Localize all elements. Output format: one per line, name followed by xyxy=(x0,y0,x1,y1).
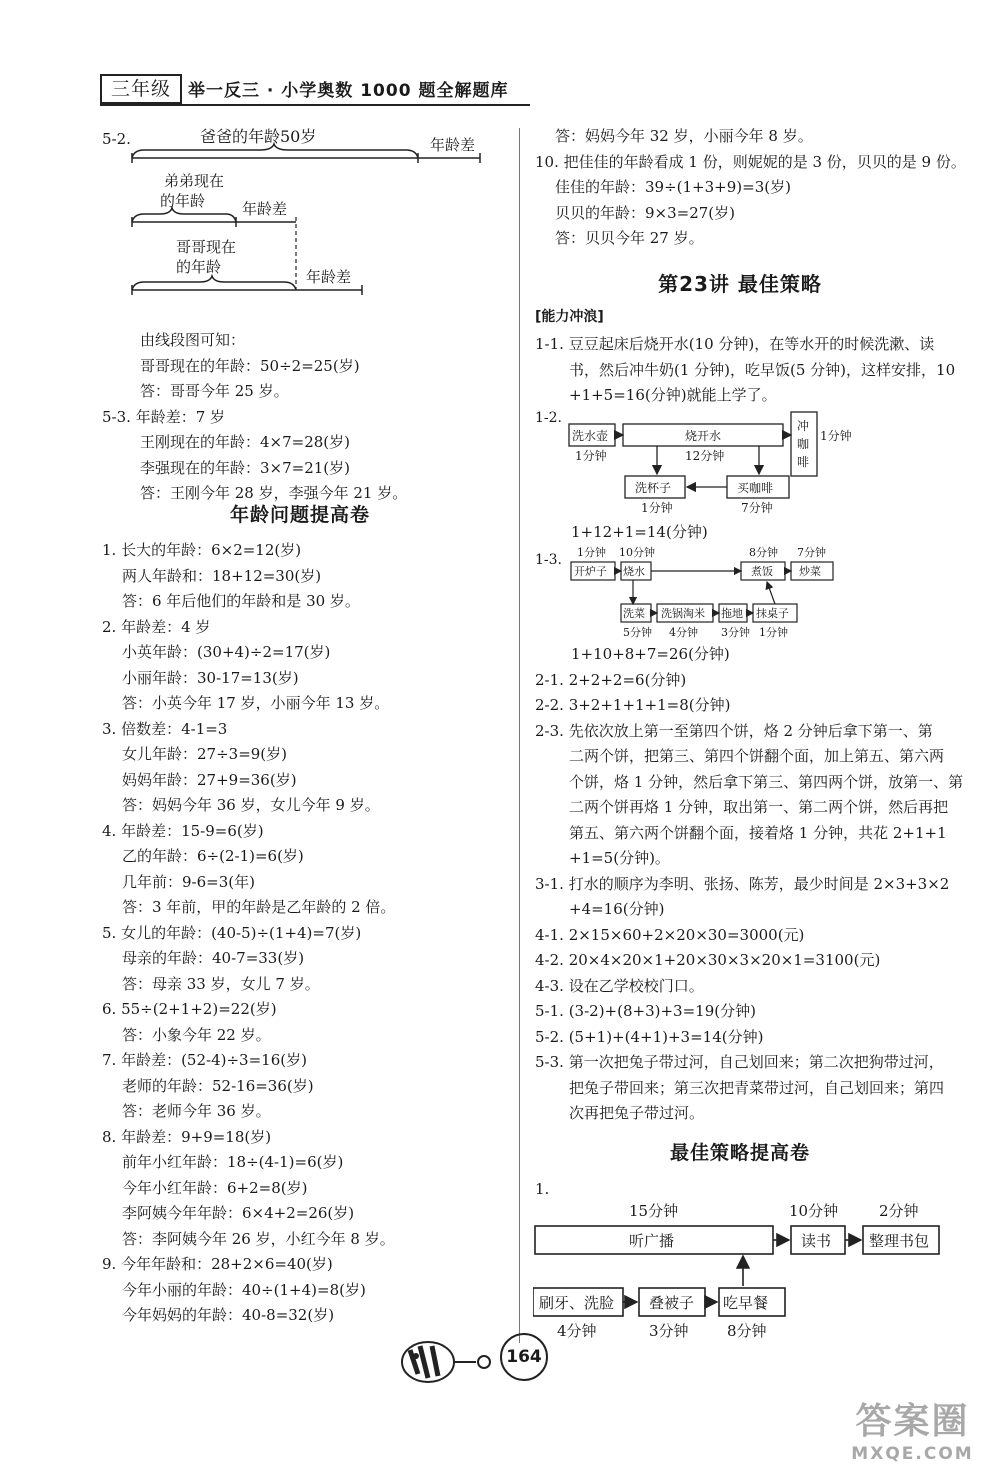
tidy-text: 整理书包 xyxy=(869,1232,930,1250)
answer-line: +4=16(分钟) xyxy=(569,900,665,918)
answer-line: 佳佳的年龄：39÷(1+3+9)=3(岁) xyxy=(555,178,791,196)
elder-now-label-1: 哥哥现在 xyxy=(176,238,237,256)
svg-text:抹桌子: 抹桌子 xyxy=(756,607,789,620)
answer-line: 7. 年龄差：(52-4)÷3=16(岁) xyxy=(102,1051,307,1069)
answer-line: 5. 女儿的年龄：(40-5)÷(1+4)=7(岁) xyxy=(102,923,362,942)
answer-line: 2-1. 2+2+2=6(分钟) xyxy=(535,670,687,689)
answer-line: 答：贝贝今年 27 岁。 xyxy=(555,229,704,247)
brush-time: 4分钟 xyxy=(557,1322,597,1340)
flow-label: 1-3. xyxy=(535,552,562,568)
answer-line: 女儿年龄：27÷3=9(岁) xyxy=(122,745,288,763)
watermark-title: 答案圈 xyxy=(855,1401,970,1442)
wash-pot-text: 洗水壶 xyxy=(572,429,609,443)
answer-line: 5-2. (5+1)+(4+1)+3=14(分钟) xyxy=(535,1027,764,1046)
elder-brace xyxy=(132,276,296,290)
tidy-time: 2分钟 xyxy=(879,1202,919,1220)
flow-label: 1. xyxy=(535,1180,550,1198)
wash-pot-time: 1分钟 xyxy=(575,449,607,463)
answer-line: 答：哥哥今年 25 岁。 xyxy=(140,382,289,400)
answer-line: 答：老师今年 36 岁。 xyxy=(122,1102,271,1120)
answer-line: 答：小英今年 17 岁，小丽今年 13 岁。 xyxy=(122,694,390,712)
svg-text:烧水: 烧水 xyxy=(623,565,645,578)
answer-line: 4-1. 2×15×60+2×20×30=3000(元) xyxy=(535,925,805,944)
answer-line: 贝贝的年龄：9×3=27(岁) xyxy=(555,203,736,222)
answer-line: 2-2. 3+2+1+1+1=8(分钟) xyxy=(535,696,731,714)
brush-text: 刷牙、洗脸 xyxy=(539,1294,615,1312)
right-answers-main xyxy=(535,642,963,1127)
mascot-icon xyxy=(398,1336,498,1386)
boil-time: 12分钟 xyxy=(685,449,725,463)
father-age-label: 爸爸的年龄50岁 xyxy=(200,127,317,146)
answer-line: 前年小红年龄：18÷(4-1)=6(岁) xyxy=(122,1153,344,1171)
answer-line: 王刚现在的年龄：4×7=28(岁) xyxy=(140,433,351,451)
younger-now-label-1: 弟弟现在 xyxy=(164,172,225,190)
wash-cup-time: 1分钟 xyxy=(641,501,673,515)
right-answers-1-1 xyxy=(535,332,955,409)
diagram-label: 5-2. xyxy=(102,130,131,148)
fold-time: 3分钟 xyxy=(649,1322,689,1340)
buy-coffee-text: 买咖啡 xyxy=(737,481,774,495)
svg-text:8分钟: 8分钟 xyxy=(749,546,778,559)
flow-diagram-final xyxy=(533,1176,953,1346)
age-diff-label-2: 年龄差 xyxy=(242,200,288,218)
answer-line: 二两个饼，把第三、第四个饼翻个面，加上第五、第六两 xyxy=(569,747,945,765)
brew-text-1: 冲 xyxy=(797,419,810,433)
answer-line: 书，然后冲牛奶(1 分钟)，吃早饭(5 分钟)，这样安排，10 xyxy=(569,360,956,379)
answer-line: 二两个饼再烙 1 分钟，取出第一、第二两个饼，然后再把 xyxy=(569,798,949,816)
answer-line: 5-1. (3-2)+(8+3)+3=19(分钟) xyxy=(535,1002,756,1020)
section-title-age: 年龄问题提高卷 xyxy=(229,504,370,526)
svg-text:煮饭: 煮饭 xyxy=(751,565,773,578)
svg-text:7分钟: 7分钟 xyxy=(797,546,826,559)
answer-line: 今年小红年龄：6+2=8(岁) xyxy=(122,1178,308,1197)
answer-line: 9. 今年年龄和：28+2×6=40(岁) xyxy=(102,1255,333,1273)
section-title-strategy: 最佳策略提高卷 xyxy=(669,1142,810,1164)
answer-line: 1-1. 豆豆起床后烧开水(10 分钟)，在等水开的时候洗漱、读 xyxy=(535,335,935,353)
answer-line: +1+5=16(分钟)就能上学了。 xyxy=(569,386,777,404)
grade-label: 三年级 xyxy=(100,74,182,104)
page-header xyxy=(100,74,530,104)
answer-line: 4-3. 设在乙学校校门口。 xyxy=(535,976,704,995)
answer-line: 5-3. 年龄差：7 岁 xyxy=(102,407,226,426)
answer-line: 今年小丽的年龄：40÷(1+4)=8(岁) xyxy=(122,1280,366,1299)
flow-diagram-1-3 xyxy=(535,544,845,642)
listen-text: 听广播 xyxy=(629,1232,675,1250)
younger-brace xyxy=(132,208,236,222)
younger-now-label-2: 的年龄 xyxy=(160,192,206,210)
answer-line: 答：妈妈今年 36 岁，女儿今年 9 岁。 xyxy=(122,796,380,814)
age-line-diagram xyxy=(100,118,500,328)
answer-line: 10. 把佳佳的年龄看成 1 份，则妮妮的是 3 份，贝贝的是 9 份。 xyxy=(535,152,966,171)
buy-coffee-time: 7分钟 xyxy=(741,501,773,515)
answer-line: 个饼，烙 1 分钟，然后拿下第三、第四两个饼，放第一、第 xyxy=(569,772,964,791)
read-time: 10分钟 xyxy=(789,1202,839,1220)
watermark-url: MXQE.COM xyxy=(851,1444,974,1464)
listen-time: 15分钟 xyxy=(629,1202,679,1220)
answer-line: 第五、第六两个饼翻个面，接着烙 1 分钟，共花 2+1+1 xyxy=(569,823,947,842)
answer-line: 答：王刚今年 28 岁，李强今年 21 岁。 xyxy=(140,484,408,502)
answer-line: 答：6 年后他们的年龄和是 30 岁。 xyxy=(122,592,360,610)
answer-line: 1+10+8+7=26(分钟) xyxy=(571,645,730,663)
lecture-title: 第23讲 最佳策略 xyxy=(658,272,822,296)
answer-line: 李阿姨今年年龄：6×4+2=26(岁) xyxy=(122,1204,355,1222)
fold-text: 叠被子 xyxy=(649,1294,695,1312)
flow-diagram-1-2 xyxy=(535,408,865,518)
boil-text: 烧开水 xyxy=(685,429,722,443)
answer-line: 两人年龄和：18+12=30(岁) xyxy=(122,566,322,585)
left-answers-top xyxy=(102,328,408,507)
answer-line: 乙的年龄：6÷(2-1)=6(岁) xyxy=(122,847,304,865)
right-answers-top xyxy=(535,124,966,252)
answer-line: 妈妈年龄：27+9=36(岁) xyxy=(122,770,297,789)
age-diff-label-1: 年龄差 xyxy=(430,136,476,154)
svg-text:1分钟: 1分钟 xyxy=(577,546,606,559)
elder-now-label-2: 的年龄 xyxy=(176,258,222,276)
header-rule xyxy=(100,104,530,106)
answer-line: 8. 年龄差：9+9=18(岁) xyxy=(102,1127,272,1146)
column-divider xyxy=(519,128,520,1343)
svg-text:5分钟: 5分钟 xyxy=(623,626,652,639)
svg-text:1分钟: 1分钟 xyxy=(759,626,788,639)
answer-line: 答：母亲 33 岁，女儿 7 岁。 xyxy=(122,974,320,993)
eat-time: 8分钟 xyxy=(727,1322,767,1340)
svg-text:开炉子: 开炉子 xyxy=(574,565,607,578)
answer-line: 次再把兔子带过河。 xyxy=(569,1104,705,1122)
ability-tag: [能力冲浪] xyxy=(535,309,604,325)
answer-line: 2-3. 先依次放上第一至第四个饼，烙 2 分钟后拿下第一、第 xyxy=(535,721,933,740)
answer-line: 老师的年龄：52-16=36(岁) xyxy=(122,1076,314,1095)
answer-line: 答：妈妈今年 32 岁，小丽今年 8 岁。 xyxy=(555,127,813,145)
svg-text:洗锅淘米: 洗锅淘米 xyxy=(661,607,705,620)
answer-line: 4. 年龄差：15-9=6(岁) xyxy=(102,821,264,840)
answer-line: 1+12+1=14(分钟) xyxy=(571,523,708,541)
answer-line: 李强现在的年龄：3×7=21(岁) xyxy=(140,458,351,477)
answer-line: 把兔子带回来；第三次把青菜带过河，自己划回来；第四 xyxy=(569,1078,945,1097)
read-text: 读书 xyxy=(801,1232,832,1250)
brew-text-3: 啡 xyxy=(797,455,810,469)
age-diff-label-3: 年龄差 xyxy=(306,268,352,286)
answer-line: 4-2. 20×4×20×1+20×30×3×20×1=3100(元) xyxy=(535,951,881,969)
series-title: 举一反三 · 小学奥数 1000 题全解题库 xyxy=(188,81,509,101)
answer-line: 小英年龄：(30+4)÷2=17(岁) xyxy=(122,643,331,661)
answer-line: 由线段图可知： xyxy=(140,331,246,349)
answer-line: 5-3. 第一次把兔子带过河，自己划回来；第二次把狗带过河， xyxy=(535,1053,944,1071)
eat-text: 吃早餐 xyxy=(723,1294,769,1312)
svg-text:拖地: 拖地 xyxy=(721,607,743,620)
svg-text:4分钟: 4分钟 xyxy=(669,626,698,639)
wash-cup-text: 洗杯子 xyxy=(635,481,672,495)
answer-line: 答：小象今年 22 岁。 xyxy=(122,1025,271,1044)
answer-line: 3-1. 打水的顺序为李明、张扬、陈芳，最少时间是 2×3+3×2 xyxy=(535,874,950,893)
answer-line: 3. 倍数差：4-1=3 xyxy=(102,719,228,738)
brew-time: 1分钟 xyxy=(820,429,852,443)
svg-text:炒菜: 炒菜 xyxy=(799,565,821,578)
answer-line: 几年前：9-6=3(年) xyxy=(122,872,255,891)
svg-text:3分钟: 3分钟 xyxy=(721,626,750,639)
father-brace xyxy=(132,144,418,158)
answer-line: +1=5(分钟)。 xyxy=(569,849,670,867)
answer-line: 1. 长大的年龄：6×2=12(岁) xyxy=(102,541,302,559)
answer-line: 哥哥现在的年龄：50÷2=25(岁) xyxy=(140,356,360,375)
answer-line: 2. 年龄差：4 岁 xyxy=(102,617,211,636)
answer-line: 答：3 年前，甲的年龄是乙年龄的 2 倍。 xyxy=(122,898,396,916)
answer-line: 母亲的年龄：40-7=33(岁) xyxy=(122,949,305,967)
flow-label: 1-2. xyxy=(535,410,562,426)
svg-text:洗菜: 洗菜 xyxy=(623,607,645,620)
answer-line: 答：李阿姨今年 26 岁，小红今年 8 岁。 xyxy=(122,1229,395,1248)
answer-line: 6. 55÷(2+1+2)=22(岁) xyxy=(102,1000,277,1018)
answer-line: 今年妈妈的年龄：40-8=32(岁) xyxy=(122,1306,335,1324)
brew-text-2: 咖 xyxy=(797,437,810,451)
page-number: 164 xyxy=(500,1333,548,1381)
watermark xyxy=(840,1400,985,1464)
left-answers-main xyxy=(102,538,395,1329)
answer-line: 小丽年龄：30-17=13(岁) xyxy=(122,668,299,687)
svg-text:10分钟: 10分钟 xyxy=(619,546,655,559)
